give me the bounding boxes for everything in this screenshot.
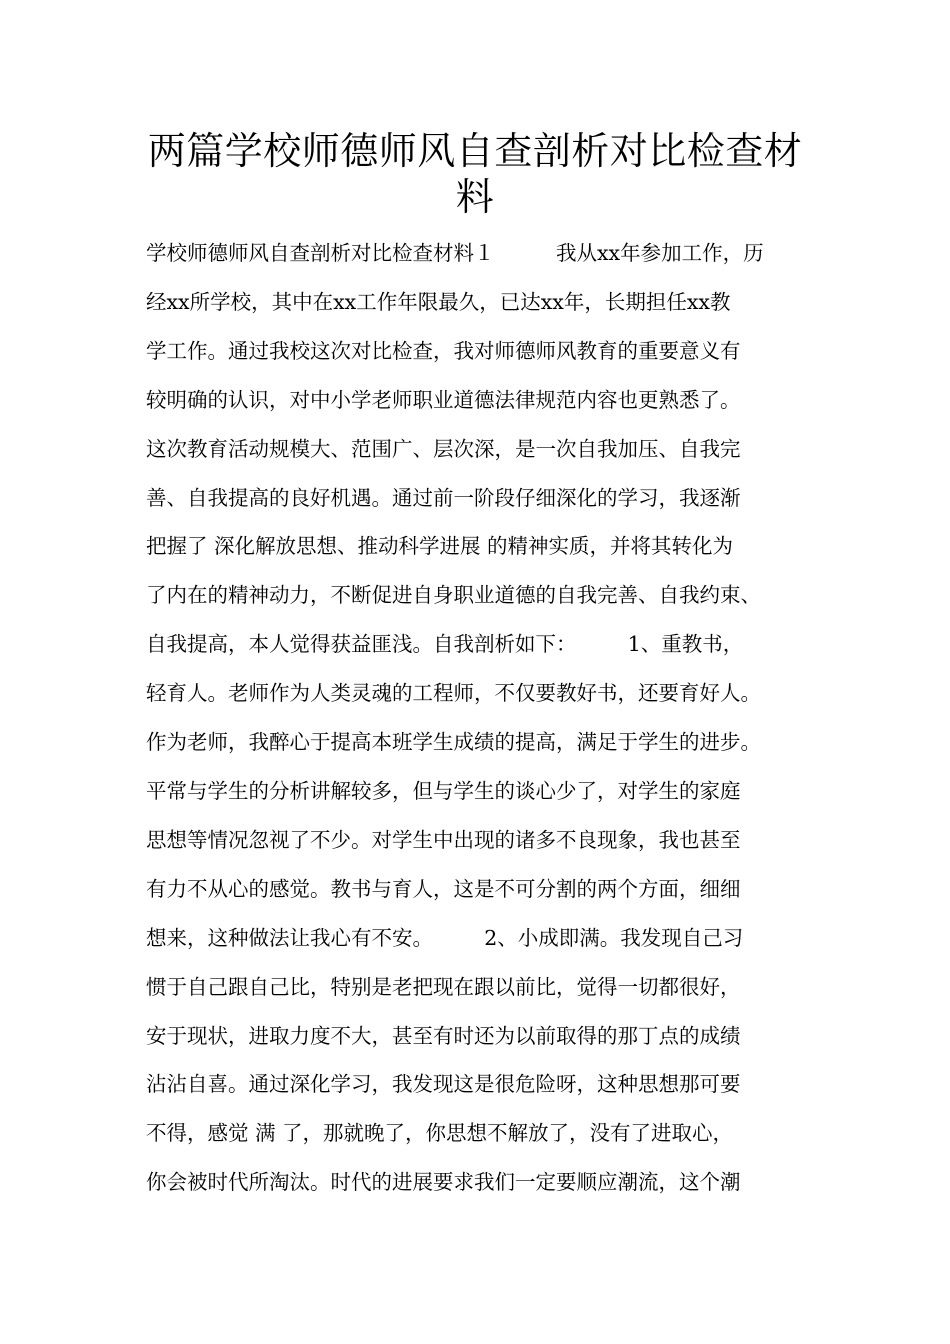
body-line: 学校师德师风自查剖析对比检查材料１ 我从xx年参加工作，历 [146, 241, 764, 265]
body-line: 轻育人。老师作为人类灵魂的工程师，不仅要教好书，还要育好人。 [146, 681, 761, 706]
body-line: 了内在的精神动力，不断促进自身职业道德的自我完善、自我约束、 [146, 583, 761, 608]
body-line: 惯于自己跟自己比，特别是老把现在跟以前比，觉得一切都很好， [146, 974, 741, 999]
body-line: 安于现状，进取力度不大，甚至有时还为以前取得的那丁点的成绩 [146, 1023, 741, 1048]
document-title [100, 128, 850, 220]
title-line: 两篇学校师德师风自查剖析对比检查材 [147, 129, 803, 173]
body-line: 作为老师，我醉心于提高本班学生成绩的提高，满足于学生的进步。 [146, 730, 761, 755]
body-line: 经xx所学校，其中在xx工作年限最久，已达xx年，长期担任xx教 [146, 289, 731, 314]
title-line: 料 [455, 175, 495, 219]
body-line: 善、自我提高的良好机遇。通过前一阶段仔细深化的学习，我逐渐 [146, 485, 741, 510]
body-line: 想来，这种做法让我心有不安。 2、小成即满。我发现自己习 [146, 925, 744, 950]
body-line: 不得，感觉 满 了，那就晚了，你思想不解放了，没有了进取心， [146, 1121, 734, 1146]
body-line: 较明确的认识，对中小学老师职业道德法律规范内容也更熟悉了。 [146, 387, 741, 412]
body-line: 这次教育活动规模大、范围广、层次深，是一次自我加压、自我完 [146, 436, 741, 461]
body-line: 平常与学生的分析讲解较多，但与学生的谈心少了，对学生的家庭 [146, 778, 741, 803]
body-line: 你会被时代所淘汰。时代的进展要求我们一定要顺应潮流，这个潮 [146, 1170, 741, 1195]
body-line: 学工作。通过我校这次对比检查，我对师德师风教育的重要意义有 [146, 338, 741, 363]
body-line: 沾沾自喜。通过深化学习，我发现这是很危险呀，这种思想那可要 [146, 1072, 741, 1097]
body-line: 把握了 深化解放思想、推动科学进展 的精神实质，并将其转化为 [146, 534, 734, 559]
body-line: 思想等情况忽视了不少。对学生中出现的诸多不良现象，我也甚至 [146, 827, 741, 852]
body-line: 有力不从心的感觉。教书与育人，这是不可分割的两个方面，细细 [146, 876, 741, 901]
body-line: 自我提高，本人觉得获益匪浅。自我剖析如下： 1、重教书， [146, 632, 744, 657]
document-body [146, 229, 822, 1207]
